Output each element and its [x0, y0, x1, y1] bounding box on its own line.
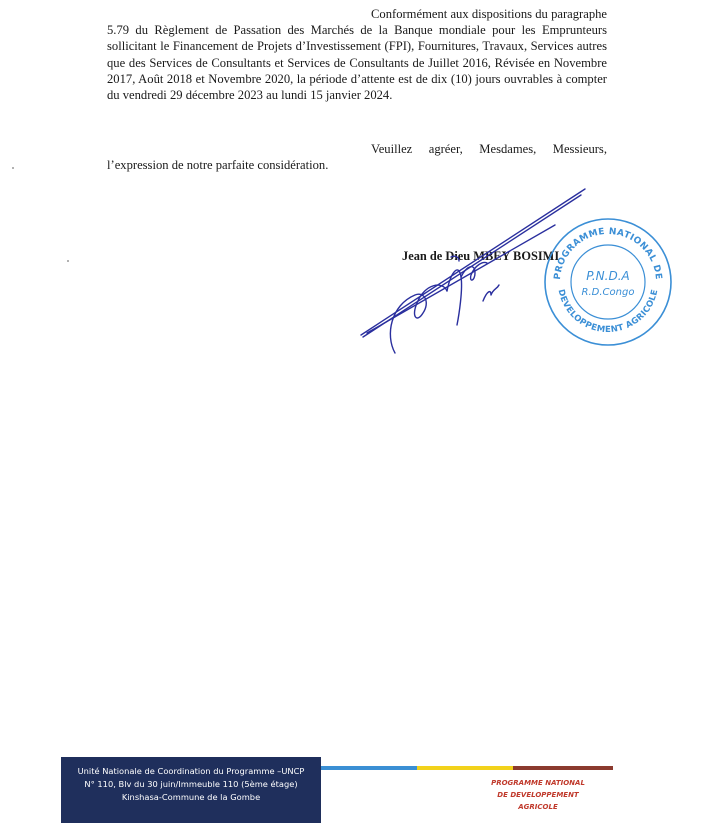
footer-org-line-3: AGRICOLE: [518, 803, 558, 811]
footer-address-box: [61, 757, 321, 823]
footer-stripe-blue: [321, 766, 417, 770]
stamp-ring-bottom: DEVELOPPEMENT AGRICOLE: [555, 288, 661, 336]
closing-salutation: Veuillez agréer, Mesdames, Messieurs, l’expression de notre parfaite considération.: [107, 142, 607, 173]
stamp-ring-top: PROGRAMME NATIONAL DE: [552, 226, 664, 281]
signer-name: Jean de Dieu MBEY BOSIMI: [402, 249, 560, 263]
footer-address-line-3: Kinshasa-Commune de la Gombe: [121, 792, 261, 802]
footer-address-line-2: N° 110, Blv du 30 juin/Immeuble 110 (5ème étage): [84, 779, 298, 789]
footer-stripe-yellow: [417, 766, 513, 770]
footer-org-line-2: DE DEVELOPPEMENT: [497, 791, 579, 799]
footer-org-line-1: PROGRAMME NATIONAL: [491, 779, 585, 787]
scan-speck: [12, 167, 14, 169]
stamp-center-country: R.D.Congo: [581, 287, 635, 298]
footer-organization-name: [480, 777, 596, 813]
official-stamp: [542, 216, 674, 348]
waiting-period-paragraph: Conformément aux dispositions du paragraphe 5.79 du Règlement de Passation des Marchés de la Banque mondiale pour les Emprunteurs sollicitant le Financement de Projets d’Investissement (FPI), Fournitures, Travaux, Services autres que des Services de Consultants et Services de Consultants de Juillet 2016, Révisée en Novembre 2017, Août 2018 et Novembre 2020, la période d’attente est de dix (10) jours ouvrables à compter du vendredi 29 décembre 2023 au lundi 15 janvier 2024.: [107, 7, 607, 103]
footer-stripe-brown: [513, 766, 613, 770]
footer-address-line-1: Unité Nationale de Coordination du Programme –UNCP: [77, 766, 305, 776]
stamp-center-acronym: P.N.D.A: [586, 269, 630, 283]
scan-speck: [67, 260, 69, 262]
